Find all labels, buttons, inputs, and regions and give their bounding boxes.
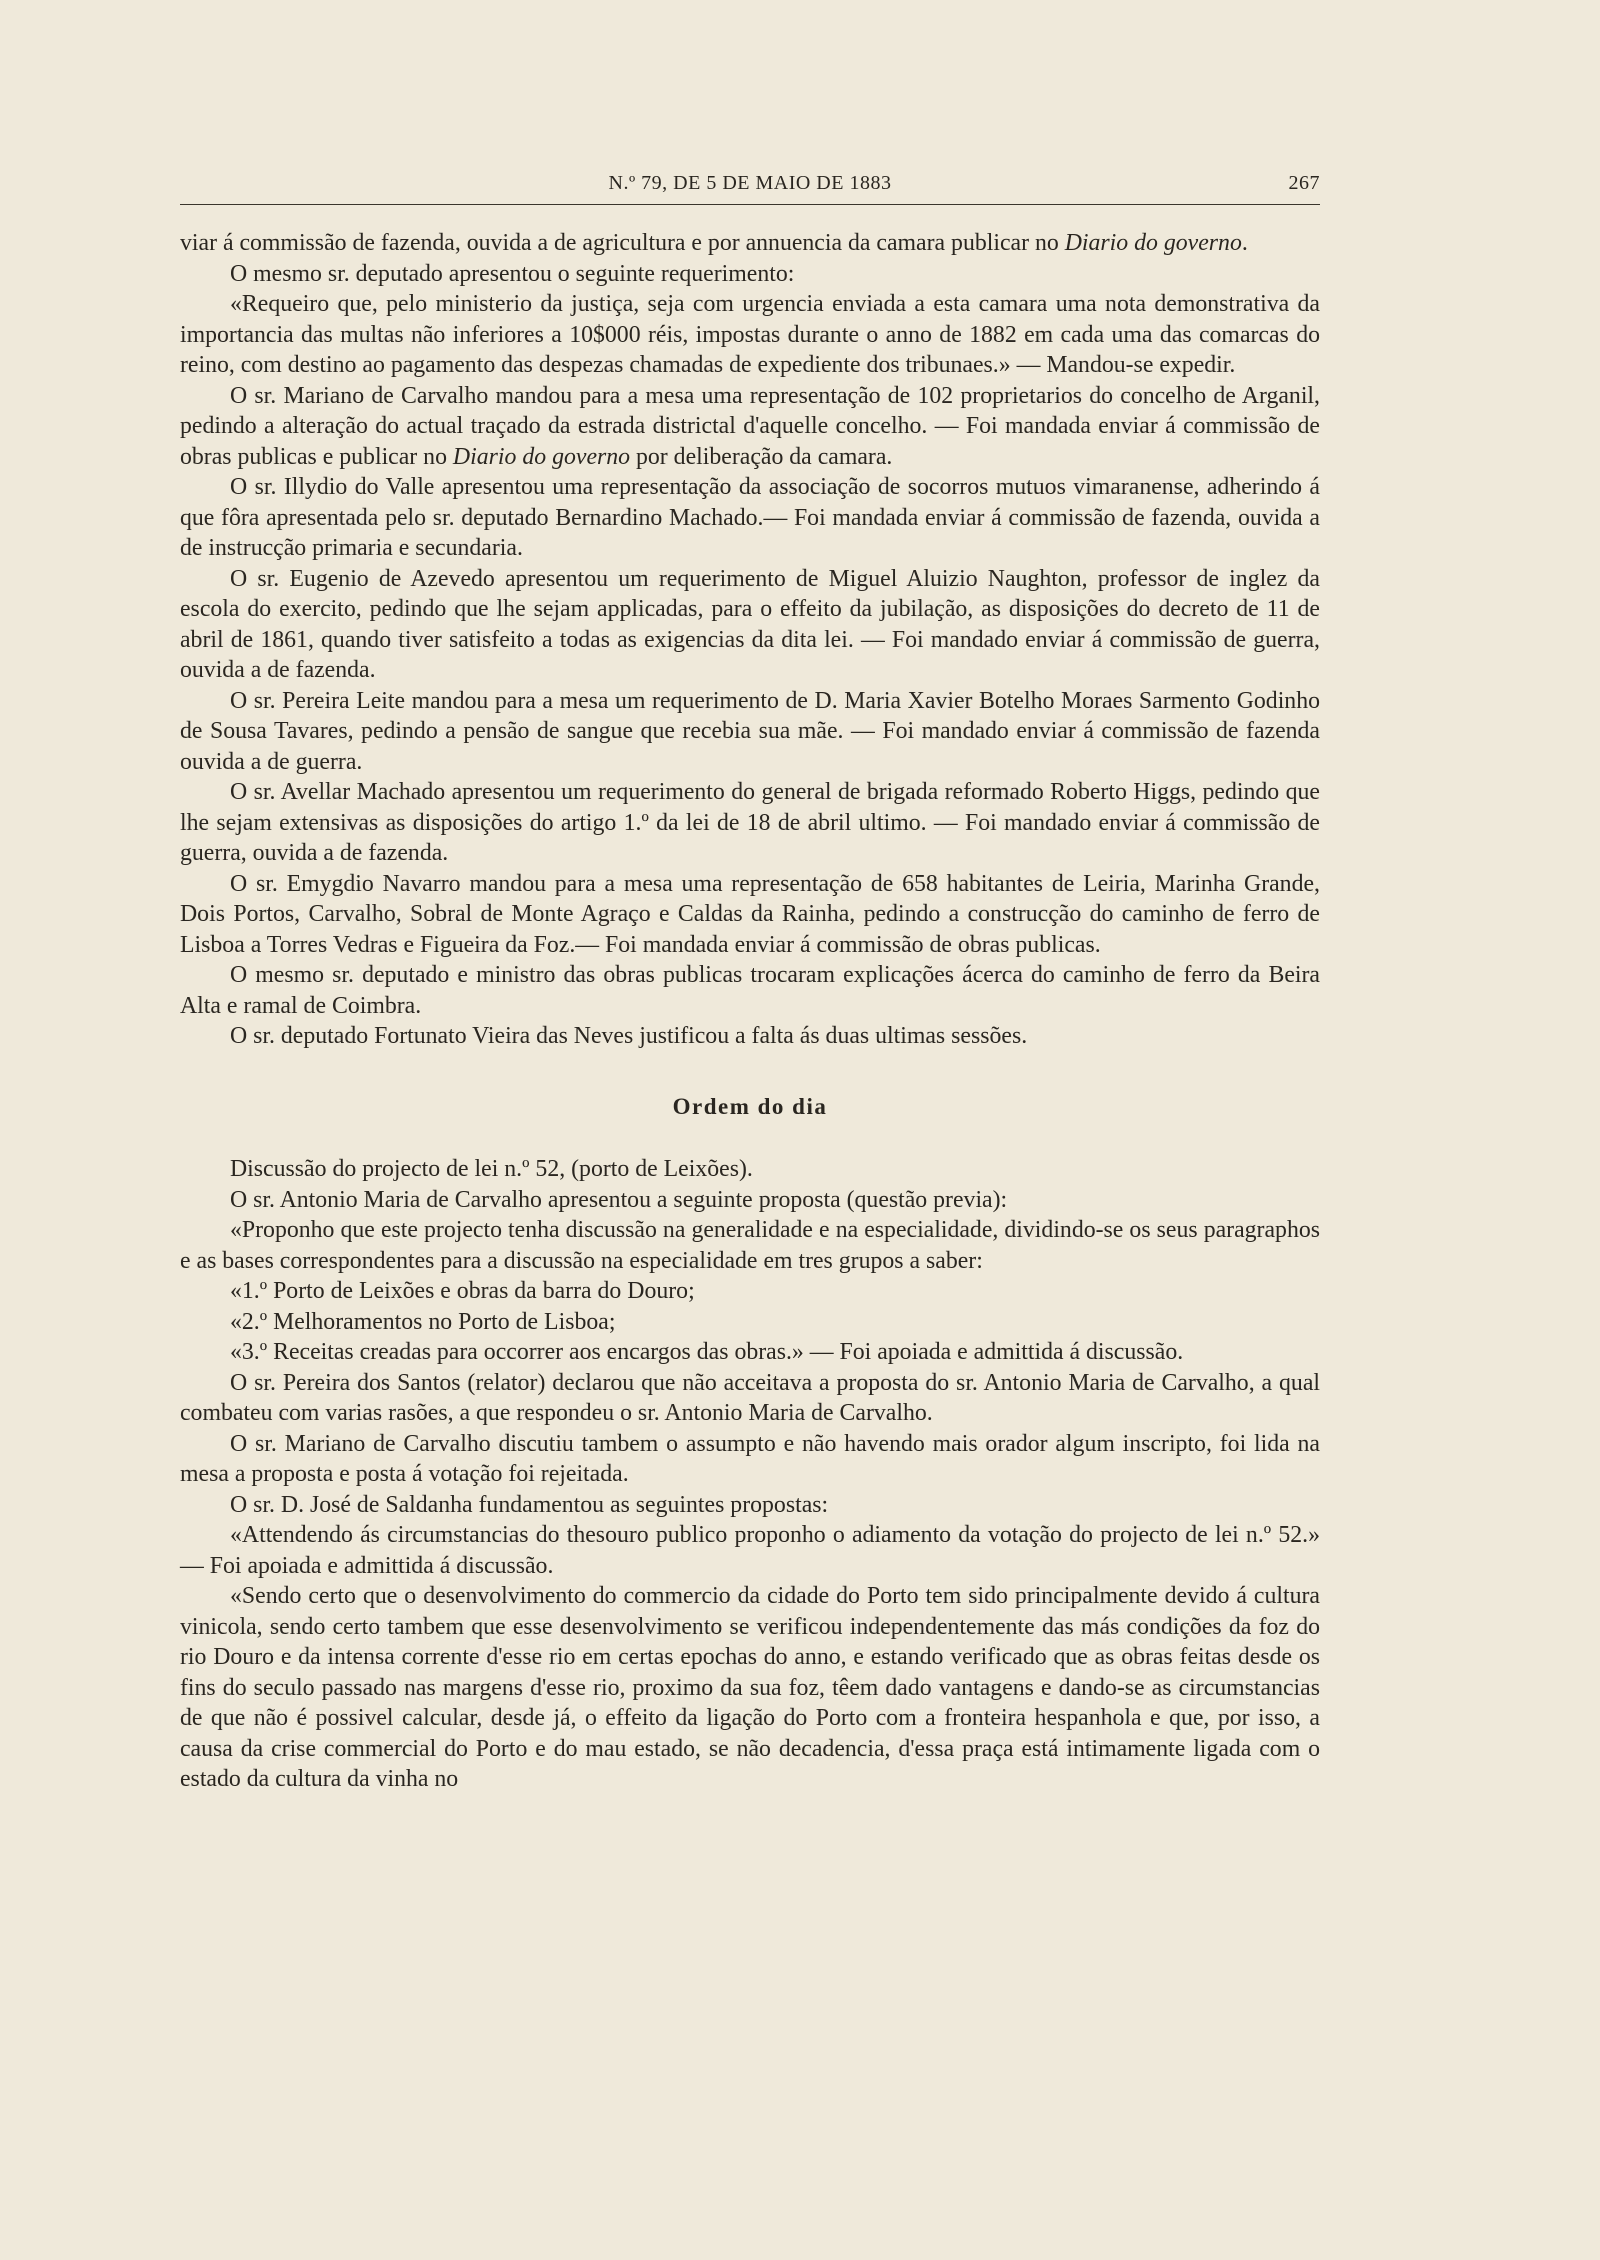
paragraph	[180, 1307, 1320, 1338]
paragraph	[180, 1520, 1320, 1581]
paragraph-text: O sr. Illydio do Valle apresentou uma representação da associação de socorros mutuos vimaranense, adherindo á que fôra apresentada pelo sr. deputado Bernardino Machado.— Foi mandada enviar á commissão de fazenda, ouvida a de instrucção primaria e secundaria.	[180, 474, 1320, 561]
paragraph	[180, 1185, 1320, 1216]
paragraph-text: O sr. Eugenio de Azevedo apresentou um requerimento de Miguel Aluizio Naughton, professor de inglez da escola do exercito, pedindo que lhe sejam applicadas, para o effeito da jubilação, as disposições do decreto de 11 de abril de 1861, quando tiver satisfeito a todas as exigencias da dita lei. — Foi mandado enviar á commissão de guerra, ouvida a de fazenda.	[180, 565, 1320, 683]
paragraph-text: O sr. Antonio Maria de Carvalho apresentou a seguinte proposta (questão previa):	[230, 1186, 1008, 1213]
paragraph-text: O sr. Avellar Machado apresentou um requerimento do general de brigada reformado Roberto Higgs, pedindo que lhe sejam extensivas as disposições do artigo 1.º da lei de 18 de abril ultimo. — Foi mandado enviar á commissão de guerra, ouvida a de fazenda.	[180, 779, 1320, 866]
page-body	[180, 228, 1320, 1795]
paragraph	[180, 1368, 1320, 1429]
paragraph	[180, 472, 1320, 564]
paragraph	[180, 1490, 1320, 1521]
paragraph-text: O mesmo sr. deputado apresentou o seguinte requerimento:	[230, 260, 795, 287]
paragraph	[180, 1581, 1320, 1795]
paragraph-text: «2.º Melhoramentos no Porto de Lisboa;	[230, 1308, 616, 1335]
paragraph	[180, 869, 1320, 961]
header-rule	[180, 204, 1320, 205]
paragraph	[180, 1276, 1320, 1307]
paragraph-text: «Attendendo ás circumstancias do thesouro publico proponho o adiamento da votação do projecto de lei n.º 52.» — Foi apoiada e admittida á discussão.	[180, 1522, 1320, 1579]
italic-text: Diario do governo	[452, 443, 631, 470]
paragraph	[180, 289, 1320, 381]
paragraph	[180, 777, 1320, 869]
session-notes	[180, 228, 1320, 1052]
paragraph	[180, 1215, 1320, 1276]
paragraph	[180, 381, 1320, 473]
paragraph-text: por deliberação da camara.	[630, 443, 893, 470]
paragraph-text: O sr. Pereira dos Santos (relator) declarou que não acceitava a proposta do sr. Antonio Maria de Carvalho, a qual combateu com varias rasões, a que respondeu o sr. Antonio Maria de Carvalho.	[180, 1369, 1320, 1426]
paragraph	[180, 1429, 1320, 1490]
paragraph-text: Discussão do projecto de lei n.º 52, (porto de Leixões).	[230, 1156, 753, 1182]
italic-text: Diario do governo	[1064, 230, 1242, 256]
paragraph	[180, 1154, 1320, 1185]
paragraph-text: O mesmo sr. deputado e ministro das obras publicas trocaram explicações ácerca do caminho de ferro da Beira Alta e ramal de Coimbra.	[180, 962, 1320, 1019]
page-number: 267	[1288, 172, 1320, 194]
paragraph-text: «Requeiro que, pelo ministerio da justiça, seja com urgencia enviada a esta camara uma nota demonstrativa da importancia das multas não inferiores a 10$000 réis, impostas durante o anno de 1882 em cada uma das comarcas do reino, com destino ao pagamento das despezas chamadas de expediente dos tribunaes.» — Mandou-se expedir.	[180, 291, 1320, 378]
order-of-day	[180, 1154, 1320, 1795]
paragraph-text: O sr. Mariano de Carvalho discutiu tambem o assumpto e não havendo mais orador algum inscripto, foi lida na mesa a proposta e posta á votação foi rejeitada.	[180, 1430, 1320, 1487]
paragraph-text: O sr. Pereira Leite mandou para a mesa um requerimento de D. Maria Xavier Botelho Moraes Sarmento Godinho de Sousa Tavares, pedindo a pensão de sangue que recebia sua mãe. — Foi mandado enviar á commissão de fazenda ouvida a de guerra.	[180, 687, 1320, 775]
paragraph-text: O sr. Emygdio Navarro mandou para a mesa uma representação de 658 habitantes de Leiria, Marinha Grande, Dois Portos, Carvalho, Sobral de Monte Agraço e Caldas da Rainha, pedindo a construcção do caminho de ferro de Lisboa a Torres Vedras e Figueira da Foz.— Foi mandada enviar á commissão de obras publicas.	[180, 870, 1320, 958]
paragraph	[180, 1021, 1320, 1052]
page-header	[180, 168, 1320, 204]
paragraph-text: «1.º Porto de Leixões e obras da barra do Douro;	[230, 1278, 695, 1304]
paragraph	[180, 686, 1320, 778]
paragraph	[180, 259, 1320, 290]
paragraph-text: viar á commissão de fazenda, ouvida a de agricultura e por annuencia da camara publicar no	[180, 230, 1065, 256]
paragraph-text: O sr. D. José de Saldanha fundamentou as seguintes propostas:	[230, 1491, 829, 1518]
paragraph-text: «Proponho que este projecto tenha discussão na generalidade e na especialidade, dividindo-se os seus paragraphos e as bases correspondentes para a discussão na especialidade em tres grupos a saber:	[180, 1217, 1320, 1274]
paragraph	[180, 960, 1320, 1021]
paragraph-text: «Sendo certo que o desenvolvimento do commercio da cidade do Porto tem sido principalmente devido á cultura vinicola, sendo certo tambem que esse desenvolvimento se verificou independentemente das más condições da foz do rio Douro e da intensa corrente d'esse rio em certas epochas do anno, e estando verificado que as obras feitas desde os fins do seculo passado nas margens d'esse rio, proximo da sua foz, têem dado vantagens e dando-se as circumstancias de que não é possivel calcular, desde já, o effeito da ligação do Porto com a fronteira hespanhola e que, por isso, a causa da crise commercial do Porto e do mau estado, se não decadencia, d'essa praça está intimamente ligada com o estado da cultura da vinha no	[180, 1583, 1320, 1792]
paragraph-text: O sr. deputado Fortunato Vieira das Neves justificou a falta ás duas ultimas sessões.	[230, 1023, 1028, 1049]
section-heading: Ordem do dia	[672, 1093, 828, 1119]
paragraph-text: O sr. Mariano de Carvalho mandou para a mesa uma representação de 102 proprietarios do concelho de Arganil, pedindo a alteração do actual traçado da estrada districtal d'aquelle concelho. — Foi mandada enviar á commissão de obras publicas e publicar no	[180, 382, 1320, 470]
header-title: N.º 79, DE 5 DE MAIO DE 1883	[608, 172, 892, 194]
paragraph-text: .	[1241, 230, 1248, 256]
paragraph	[180, 228, 1320, 259]
paragraph	[180, 564, 1320, 686]
paragraph-text: «3.º Receitas creadas para occorrer aos encargos das obras.» — Foi apoiada e admittida á discussão.	[230, 1339, 1184, 1365]
paragraph	[180, 1337, 1320, 1368]
